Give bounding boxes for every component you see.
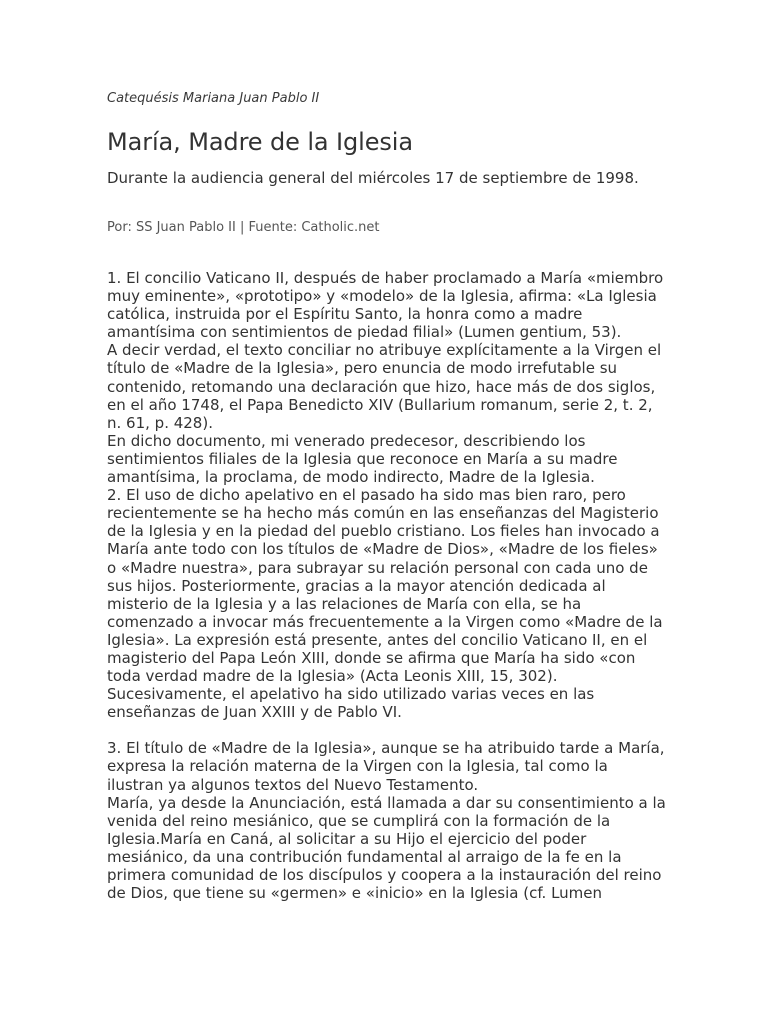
page-title: María, Madre de la Iglesia	[107, 128, 413, 156]
paragraph-2: A decir verdad, el texto conciliar no atribuye explícitamente a la Virgen el título de «Madre de la Iglesia», pero enuncia de modo irrefutable su contenido, retomando una declaración que hizo, hace más de dos siglos, en el año 1748, el Papa Benedicto XIV (Bullarium romanum, serie 2, t. 2, n. 61, p. 428).	[107, 341, 662, 432]
paragraph-6: 3. El título de «Madre de la Iglesia», aunque se ha atribuido tarde a María, expresa la relación materna de la Virgen con la Iglesia, tal como la ilustran ya algunos textos del Nuevo Testamento.	[107, 739, 665, 794]
byline: Por: SS Juan Pablo II | Fuente: Catholic.net	[107, 220, 380, 235]
paragraph-5: Sucesivamente, el apelativo ha sido utilizado varias veces en las enseñanzas de Juan XXIII y de Pablo VI.	[107, 685, 595, 722]
article-body	[107, 269, 667, 902]
paragraph-3: En dicho documento, mi venerado predecesor, describiendo los sentimientos filiales de la Iglesia que reconoce en María a su madre amantísima, la proclama, de modo indirecto, Madre de la Iglesia.	[107, 431, 618, 487]
page-subtitle: Durante la audiencia general del miércoles 17 de septiembre de 1998.	[107, 169, 639, 187]
paragraph-4: 2. El uso de dicho apelativo en el pasado ha sido mas bien raro, pero recientemente se ha hecho más común en las enseñanzas del Magisterio de la Iglesia y en la piedad del pueblo cristiano. Los fieles han invocado a María ante todo con los títulos de «Madre de Dios», «Madre de los fieles» o «Madre nuestra», para subrayar su relación personal con cada uno de sus hijos. Posteriormente, gracias a la mayor atención dedicada al misterio de la Iglesia y a las relaciones de María con ella, se ha comenzado a invocar más frecuentemente a la Virgen como «Madre de la Iglesia». La expresión está presente, antes del concilio Vaticano II, en el magisterio del Papa León XIII, donde se afirma que María ha sido «con toda verdad madre de la Iglesia» (Acta Leonis XIII, 15, 302).	[107, 486, 663, 686]
document-page	[107, 90, 667, 902]
paragraph-7: María, ya desde la Anunciación, está llamada a dar su consentimiento a la venida del reino mesiánico, que se cumplirá con la formación de la Iglesia.María en Caná, al solicitar a su Hijo el ejercicio del poder mesiánico, da una contribución fundamental al arraigo de la fe en la primera comunidad de los discípulos y coopera a la instauración del reino de Dios, que tiene su «germen» e «inicio» en la Iglesia (cf. Lumen	[107, 793, 666, 903]
series-kicker: Catequésis Mariana Juan Pablo II	[107, 91, 320, 106]
paragraph-1: 1. El concilio Vaticano II, después de haber proclamado a María «miembro muy eminente», «prototipo» y «modelo» de la Iglesia, afirma: «La Iglesia católica, instruida por el Espíritu Santo, la honra como a madre amantísima con sentimientos de piedad filial» (Lumen gentium, 53).	[107, 269, 664, 342]
